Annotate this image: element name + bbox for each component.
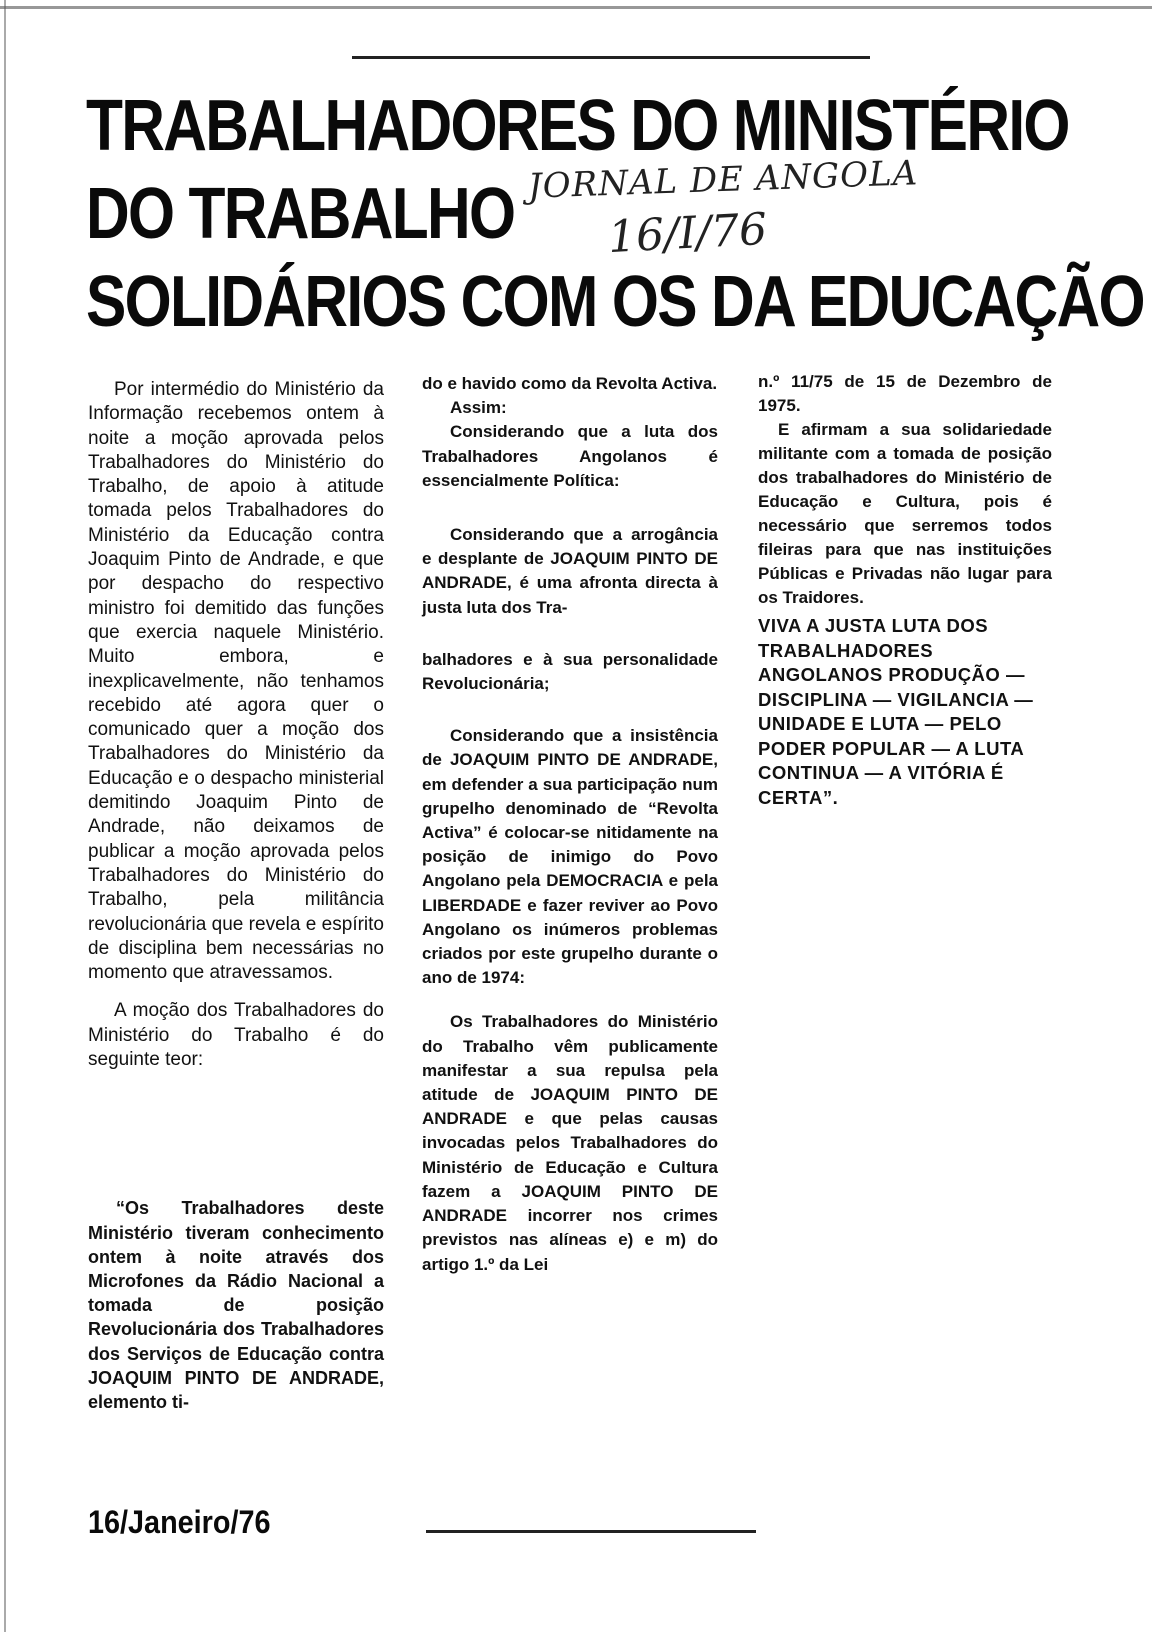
article-column-2	[422, 372, 718, 1277]
headline-line-3: SOLIDÁRIOS COM OS DA EDUCAÇÃO	[86, 262, 1144, 342]
headline-rule	[352, 56, 870, 59]
paragraph: E afirmam a sua solidariedade militante com a tomada de posição dos trabalhadores do Ministério de Educação e Cultura, pois é necessário que serremos todos fileiras para que nas instituições Públicas e Privadas não lugar para os Traidores.	[758, 420, 1052, 607]
handwritten-source: JORNAL DE ANGOLA	[527, 153, 919, 207]
paragraph: Assim:	[450, 398, 507, 418]
paragraph: Considerando que a arrogância e desplante de JOAQUIM PINTO DE ANDRADE, é uma afronta directa à justa luta dos Tra-	[422, 525, 718, 617]
paragraph: A moção dos Trabalhadores do Ministério do Trabalho é do seguinte teor:	[88, 1000, 384, 1071]
paragraph: n.º 11/75 de 15 de Dezembro de 1975.	[758, 372, 1052, 415]
paragraph: Por intermédio do Ministério da Informação recebemos ontem à noite a moção aprovada pelos Trabalhadores do Ministério do Trabalho, de apoio à atitude tomada pelos Trabalhadores do Ministério da Educação contra Joaquim Pinto de Andrade, e que por despacho do respectivo ministro foi demitido das funções que exercia naquele Ministério. Muito embora, e inexplicavelmente, não tenhamos recebido até agora quer o comunicado quer a moção dos Trabalhadores do Ministério da Educação e o despacho ministerial demitindo Joaquim Pinto de Andrade, não deixamos de publicar a moção aprovada pelos Trabalhadores do Ministério do Trabalho, pela militância revolucionária que revela e espírito de disciplina bem necessárias no momento que atravessamos.	[88, 379, 384, 984]
headline-line-2: DO TRABALHO	[86, 174, 515, 254]
paragraph: do e havido como da Revolta Activa.	[422, 374, 718, 393]
article-column-1	[88, 378, 384, 1414]
footer-rule	[426, 1530, 756, 1533]
top-scan-edge	[0, 6, 1152, 9]
motion-opening: “Os Trabalhadores deste Ministério tiveram conhecimento ontem à noite através dos Microfones da Rádio Nacional a tomada de posição Revolucionária dos Trabalhadores dos Serviços de Educação contra JOAQUIM PINTO DE ANDRADE, elemento ti-	[88, 1198, 384, 1412]
headline-line-1: TRABALHADORES DO MINISTÉRIO	[86, 86, 1069, 166]
paragraph: balhadores e à sua personalidade Revolucionária;	[422, 649, 718, 694]
article-column-3	[758, 370, 1052, 810]
closing-slogans: VIVA A JUSTA LUTA DOS TRABALHADORES ANGOLANOS PRODUÇÃO — DISCIPLINA — VIGILANCIA — UNIDADE E LUTA — PELO PODER POPULAR — A LUTA CONTINUA — A VITÓRIA É CERTA”.	[758, 615, 1034, 808]
left-scan-edge	[4, 0, 6, 1632]
handwritten-date: 16/I/76	[606, 203, 769, 264]
paragraph: Considerando que a luta dos Trabalhadores Angolanos é essencialmente Política:	[422, 422, 718, 490]
headline	[86, 82, 1144, 346]
footer-date: 16/Janeiro/76	[88, 1504, 271, 1540]
paragraph: Considerando que a insistência de JOAQUIM PINTO DE ANDRADE, em defender a sua participação num grupelho denominado de “Revolta Activa” é colocar-se nitidamente na posição de inimigo do Povo Angolano pela DEMOCRACIA e pela LIBERDADE e fazer reviver ao Povo Angolano os inúmeros problemas criados por este grupelho durante o ano de 1974:	[422, 726, 718, 988]
paragraph: Os Trabalhadores do Ministério do Trabalho vêm publicamente manifestar a sua repulsa pela atitude de JOAQUIM PINTO DE ANDRADE e que pelas causas invocadas pelos Trabalhadores do Ministério de Educação e Cultura fazem a JOAQUIM PINTO DE ANDRADE incorrer nos crimes previstos nas alíneas e) e m) do artigo 1.º da Lei	[422, 1012, 718, 1274]
